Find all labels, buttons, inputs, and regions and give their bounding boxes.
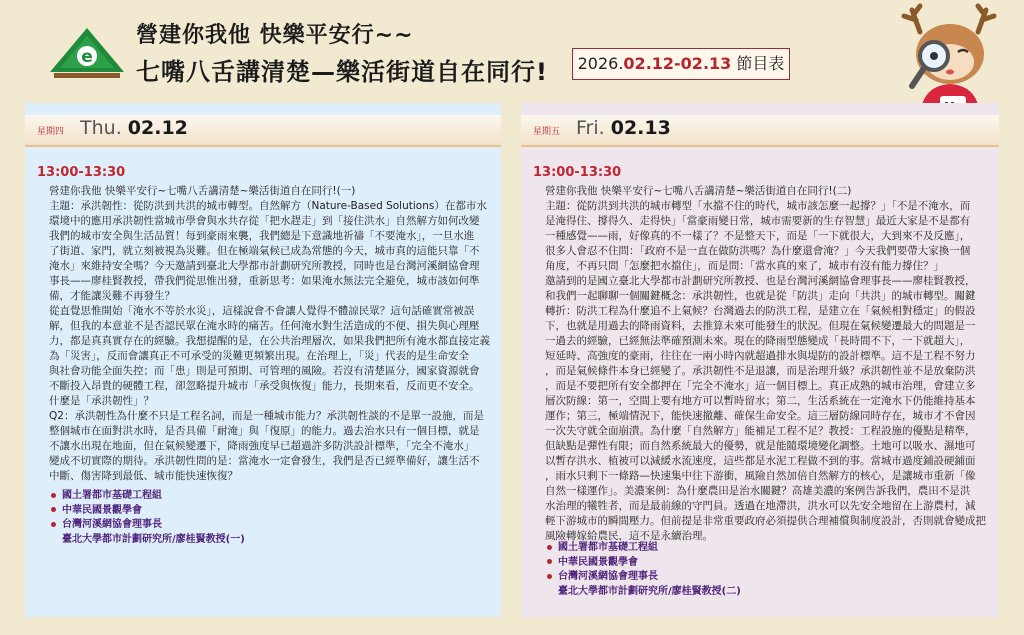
text-line: 層次防線：第一，空間上要有地方可以暫時留水；第二，生活系統在一定淹水下仍能維持基本 (545, 395, 976, 407)
text-line: 主題：承洪韌性：從防洪到共洪的城市轉型。自然解方（Nature-Based Solutions）在都市水 (49, 200, 487, 212)
text-line: 事長——廖桂賢教授，帶我們從思惟出發，重新思考：如果淹水無法完全避免，城市該如何準 (49, 275, 480, 287)
bullet-icon (547, 545, 552, 550)
text-line: 輕下游城市的瞬間壓力。但前提是非常重要政府必須提供合理補償與制度設計，否則就會變成把 (545, 515, 986, 527)
text-line: 整個城市在面對洪水時，是否具備「耐淹」與「復原」的能力。過去治水只有一個目標，就是 (49, 425, 480, 437)
text-line: 與社會功能全面失控；而「患」則是可預期、可管理的風險。若沒有清楚區分，國家資源就會 (49, 365, 480, 377)
day-tab-thu (25, 115, 501, 147)
text-line: 邀請到的是國立臺北大學都市計劃研究所教授、也是台灣河溪網協會理事長——廖桂賢教授， (545, 275, 976, 287)
text-line: 下，也就是用過去的降雨資料，去推算未來可能發生的狀況。但現在氣候變遷最大的問題是一 (545, 320, 976, 332)
organizer-item: 國土署都市基礎工程組 (51, 489, 245, 504)
text-line: 淹水」來維持安全嗎？今天邀請到臺北大學都市計劃研究所教授，同時也是台灣河溪網協會理 (49, 260, 480, 272)
text-line: 什麼是「承洪韌性」？ (49, 395, 154, 407)
program-description (49, 184, 497, 484)
organizer-item: 中華民國景觀學會 (547, 556, 741, 571)
program-label: 節目表 (736, 54, 785, 73)
weekday-date (80, 117, 188, 139)
text-line: 和我們一起聊聊一個關鍵概念：承洪韌性，也就是從「防洪」走向「共洪」的城市轉型。關鍵 (545, 290, 976, 302)
text-line: 自然一樣運作」。美濃案例：為什麼農田是治水關鍵？高雄美濃的案例告訴我們，農田不是洪 (545, 485, 971, 497)
weekday-date (576, 117, 671, 139)
weekday-en: Fri. (576, 117, 605, 139)
text-line: 以暫存洪水、植被可以減緩水流速度，這些都是水泥工程做不到的事。當城市過度鋪設硬鋪面 (545, 455, 976, 467)
day-panel-thu (25, 103, 501, 617)
text-line: 主題：從防洪到共洪的城市轉型「水擋不住的時代，城市該怎麼一起撐？」「不是不淹水，而 (545, 200, 971, 212)
text-line: 解，但我的本意並不是否認民眾在淹水時的痛苦。任何淹水對生活造成的不便、損失與心理壓 (49, 320, 480, 332)
header (0, 0, 1024, 100)
text-line: 備，才能讓災難不再發生？ (49, 290, 175, 302)
text-line: 營建你我他 快樂平安行~七嘴八舌講清楚~樂活街道自在同行!(一) (49, 185, 356, 197)
text-line: 中斷、傷害降到最低、城市能快速恢復？ (49, 470, 238, 482)
text-line: 力，都是真真實存在的經驗。我想提醒的是，在公共治理層次，如果我們把所有淹水都直接定義 (49, 335, 490, 347)
day-tab-fri (521, 115, 999, 147)
text-line: 一過去的經驗，已經無法準確預測未來。現在的降雨型態變成「長時間不下，一下就超大」， (545, 335, 971, 347)
day-date: 02.12 (127, 117, 188, 139)
guest-speaker: 臺北大學都市計劃研究所/廖桂賢教授(一) (62, 533, 245, 545)
text-line: 變成不切實際的期待。承洪韌性問的是：當淹水一定會發生，我們是否已經準備好，讓生活不 (49, 455, 480, 467)
text-line: 不讓水出現在地面，但在氣候變遷下，降雨強度早已超過許多防洪設計標準，「完全不淹水」 (49, 440, 475, 452)
bullet-icon (51, 493, 56, 498)
text-line: 短延時、高強度的豪雨，往往在一兩小時內就超過排水與堤防的設計標準。這不是工程不努力 (545, 350, 976, 362)
text-line: 是淹得住、撐得久、走得快」「當豪雨變日常，城市需要新的生存智慧」最近大家是不是都有 (545, 215, 971, 227)
text-line: Q2：承洪韌性為什麼不只是工程名詞，而是一種城市能力？承洪韌性談的不是單一設施，而是 (49, 410, 484, 422)
text-line: 一種感覺——雨，好像真的不一樣了？不是整天下，而是「一下就很大，大到來不及反應」， (545, 230, 971, 242)
cpami-logo (48, 26, 126, 80)
organizer-list (51, 489, 245, 547)
guest-speaker: 臺北大學都市計劃研究所/廖桂賢教授(二) (558, 585, 741, 597)
program-description (545, 184, 997, 544)
text-line: 風險轉嫁給農民，這不是永續治理。 (545, 530, 713, 542)
text-line: 從直覺思惟開始「淹水不等於水災」，這樣說會不會讓人覺得不體諒民眾？這句話確實常被誤 (49, 305, 475, 317)
text-line: 但缺點是彈性有限；而自然系統最大的優勢，就是能隨環境變化調整。土地可以吸水、濕地可 (545, 440, 976, 452)
text-line: 我們的城市安全與生活品質！每到豪雨來襲，我們總是下意識地祈禱「不要淹水」，一旦水進 (49, 230, 475, 242)
text-line: 環境中的應用承洪韌性當城市學會與水共存從「把水趕走」到「接住洪水」自然解方如何改變 (49, 215, 480, 227)
text-line: 轉折：防洪工程為什麼追不上氣候？台灣過去的防洪工程，是建立在「氣候相對穩定」的假設 (545, 305, 976, 317)
bullet-icon (547, 559, 552, 564)
text-line: 不斷投入昂貴的硬體工程，卻忽略提升城市「承受與恢復」能力，長期來看，反而更不安全。 (49, 380, 480, 392)
text-line: 了街道、家門，就立刻被視為災難。但在極端氣候已成為常態的今天，城市真的這能只靠「不 (49, 245, 480, 257)
date-prefix: 2026. (577, 54, 624, 73)
bullet-icon (51, 522, 56, 527)
text-line: 水治理的犧牲者，而是最前線的守門員。透過在地滯洪，洪水可以先安全地留在上游農村，減 (545, 500, 976, 512)
text-line: 一次失守就全面崩潰。為什麼「自然解方」能補足工程不足？教授：工程設施的優點是精準， (545, 425, 976, 437)
organizer-item: 台灣河溪網協會理事長 (51, 518, 245, 533)
weekday-en: Thu. (80, 117, 122, 139)
organizer-item: 國土署都市基礎工程組 (547, 541, 741, 556)
day-date: 02.13 (610, 117, 671, 139)
bullet-icon (51, 507, 56, 512)
bullet-icon (547, 574, 552, 579)
weekday-zh: 星期五 (533, 127, 561, 137)
text-line: 為「災害」，反而會讓真正不可承受的災難更頻繁出現。在治理上，「災」代表的是生命安全 (49, 350, 469, 362)
time-slot: 13:00-13:30 (533, 165, 622, 180)
date-range: 02.12-02.13 (623, 54, 732, 73)
date-range-box (572, 48, 790, 80)
text-line: 營建你我他 快樂平安行~七嘴八舌講清楚~樂活街道自在同行!(二) (545, 185, 852, 197)
header-title-line1: 營建你我他 快樂平安行~~ (136, 23, 414, 48)
organizer-list (547, 541, 741, 599)
text-line: ，雨水只剩下一條路—快速集中往下游衝，風險自然加倍自然解方的核心，是讓城市重新「像 (545, 470, 976, 482)
text-line: 運作；第三，極端情況下，能快速撤離、確保生命安全。這三層防線同時存在，城市才不會因 (545, 410, 976, 422)
weekday-zh: 星期四 (37, 127, 65, 137)
text-line: ，而是氣候條件本身已經變了。承洪韌性不是退讓，而是治理升級？承洪韌性並不是放棄防洪 (545, 365, 976, 377)
svg-text:e: e (81, 47, 93, 67)
header-title-line2: 七嘴八舌講清楚—樂活街道自在同行! (136, 58, 548, 86)
day-panel-fri (521, 103, 999, 617)
text-line: 角度，不再只問「怎麼把水擋住」，而是問：「當水真的來了，城市有沒有能力撐住？」 (545, 260, 944, 272)
organizer-item: 中華民國景觀學會 (51, 504, 245, 519)
text-line: ，而是不要把所有安全都押在「完全不淹水」這一個目標上。真正成熟的城市治理，會建立多 (545, 380, 976, 392)
text-line: 很多人會忍不住問：「政府不是一直在做防洪嗎？為什麼還會淹？」今天我們要帶大家換一個 (545, 245, 971, 257)
time-slot: 13:00-13:30 (37, 165, 126, 180)
organizer-item: 台灣河溪網協會理事長 (547, 570, 741, 585)
